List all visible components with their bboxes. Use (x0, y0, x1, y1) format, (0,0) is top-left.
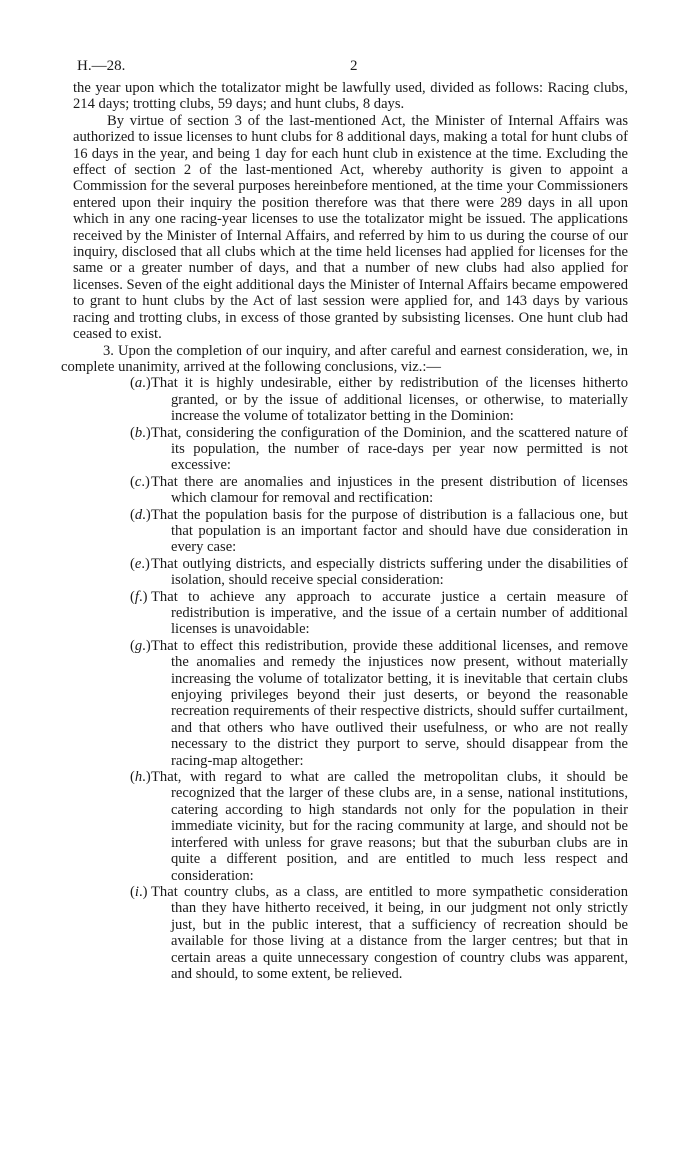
conclusion-label: f (134, 588, 139, 605)
conclusion-label: i (134, 883, 139, 900)
page-header (77, 58, 627, 78)
conclusion-text: That there are anomalies and injustices in the present distribution of licenses which clamour for removal and rectification: (151, 473, 628, 507)
conclusion-item-e: (e.) That outlying districts, and especially districts suffering under the disabilities of isolation, should receive special consideration: (130, 555, 628, 589)
conclusion-text: That to effect this redistribution, provide these additional licenses, and remove the anomalies and remedy the injustices now present, without materially increasing the volume of totalizator betting, it is inevitable that certain clubs enjoying privileges beyond their just deserts, or beyond the reasonable recreation requirements of their respective districts, should suffer curtailment, and that others who have outlived their usefulness, or who are not really necessary to the district they purport to serve, should disappear from the racing-map altogether: (151, 637, 628, 769)
conclusion-label: h (134, 769, 143, 786)
conclusion-item-a: (a.) That it is highly undesirable, either by redistribution of the licenses hitherto granted, or by the issue of additional licenses, or otherwise, to materially increase the volume of totalizator betting in the Dominion: (130, 375, 628, 425)
conclusion-text: That it is highly undesirable, either by redistribution of the licenses hitherto granted, or by the issue of additional licenses, or otherwise, to materially increase the volume of totalizator betting in the Dominion: (151, 375, 628, 425)
conclusion-text: That to achieve any approach to accurate justice a certain measure of redistribution is imperative, and the issue of a certain number of additional licenses is unavoidable: (151, 588, 628, 638)
conclusion-text: That, with regard to what are called the metropolitan clubs, it should be recognized that the larger of these clubs are, in a sense, national institutions, catering according to high standards not only for the population in their immediate vicinity, but for the racing community at large, and should not be interfered with unless for grave reasons; but that the suburban clubs are in quite a different position, and are entitled to much less respect and consideration: (151, 769, 628, 884)
conclusion-item-d: (d.) That the population basis for the purpose of distribution is a fallacious one, but that population is an important factor and should have due consideration in every case: (130, 506, 628, 556)
document-reference: H.—28. (77, 58, 126, 74)
conclusion-label: g (134, 637, 143, 654)
conclusion-item-i: (i.) That country clubs, as a class, are entitled to more sympathetic consideration than they have hitherto received, it being, in our judgment not only strictly just, but in the public interest, that a sufficiency of recreation should be available for those living at a distance from the larger centres; but that in certain areas a quite unnecessary congestion of country clubs was apparent, and should, to some extent, be relieved. (130, 883, 628, 982)
conclusion-label: a (134, 375, 143, 392)
conclusion-label: b (134, 424, 143, 441)
conclusion-item-f: (f.) That to achieve any approach to accurate justice a certain measure of redistribution is imperative, and the issue of a certain number of additional licenses is unavoidable: (130, 588, 628, 638)
conclusion-text: That the population basis for the purpose of distribution is a fallacious one, but that population is an important factor and should have due consideration in every case: (151, 506, 628, 556)
paragraph-continued: the year upon which the totalizator might be lawfully used, divided as follows: Racing clubs, 214 days; trotting clubs, 59 days; and hunt clubs, 8 days. (73, 80, 628, 113)
paragraph-3-conclusions-intro: 3. Upon the completion of our inquiry, and after careful and earnest consideration, we, in complete unanimity, arrived at the following conclusions, viz.:— (61, 342, 628, 375)
conclusion-label: c (134, 473, 142, 490)
conclusion-item-c: (c.) That there are anomalies and injustices in the present distribution of licenses which clamour for removal and rectification: (130, 473, 628, 507)
conclusion-item-g: (g.) That to effect this redistribution, provide these additional licenses, and remove the anomalies and remedy the injustices now present, without materially increasing the volume of totalizator betting, it is inevitable that certain clubs enjoying privileges beyond their just deserts, or beyond the reasonable recreation requirements of their respective districts, should suffer curtailment, and that others who have outlived their usefulness, or who are not really necessary to the district they purport to serve, should disappear from the racing-map altogether: (130, 637, 628, 769)
conclusion-text: That country clubs, as a class, are entitled to more sympathetic consideration than they have hitherto received, it being, in our judgment not only strictly just, but in the public interest, that a sufficiency of recreation should be available for those living at a distance from the larger centres; but that in certain areas a quite unnecessary congestion of country clubs was apparent, and should, to some extent, be relieved. (151, 883, 628, 982)
document-body (61, 80, 628, 982)
conclusion-item-b: (b.) That, considering the configuration of the Dominion, and the scattered nature of its population, the number of race-days per year now permitted is not excessive: (130, 424, 628, 474)
conclusion-text: That, considering the configuration of the Dominion, and the scattered nature of its population, the number of race-days per year now permitted is not excessive: (151, 424, 628, 474)
conclusion-text: That outlying districts, and especially districts suffering under the disabilities of isolation, should receive special consideration: (151, 555, 628, 589)
conclusion-label: e (134, 555, 142, 572)
page-number: 2 (350, 58, 358, 74)
paragraph-section-3-act: By virtue of section 3 of the last-mentioned Act, the Minister of Internal Affairs was authorized to issue licenses to hunt clubs for 8 additional days, making a total for hunt clubs of 16 days in the year, and being 1 day for each hunt club in existence at the time. Excluding the effect of section 2 of the last-mentioned Act, whereby authority is given to appoint a Commission for the several purposes hereinbefore mentioned, at the time your Commissioners entered upon their inquiry the position therefore was that there were 289 days in all upon which in any one racing-year licenses to use the totalizator might be issued. The applications received by the Minister of Internal Affairs, and referred by him to us during the course of our inquiry, disclosed that all clubs which at the time held licenses had applied for licenses for the same or a greater number of days, and that a number of new clubs had also applied for licenses. Seven of the eight additional days the Minister of Internal Affairs became empowered to grant to hunt clubs by the Act of last session were applied for, and 143 days by various racing and trotting clubs, in excess of those granted by subsisting licenses. One hunt club had ceased to exist. (73, 112, 628, 343)
conclusion-label: d (134, 506, 143, 523)
conclusion-item-h: (h.) That, with regard to what are called the metropolitan clubs, it should be recognized that the larger of these clubs are, in a sense, national institutions, catering according to high standards not only for the population in their immediate vicinity, but for the racing community at large, and should not be interfered with unless for grave reasons; but that the suburban clubs are in quite a different position, and are entitled to much less respect and consideration: (130, 769, 628, 884)
